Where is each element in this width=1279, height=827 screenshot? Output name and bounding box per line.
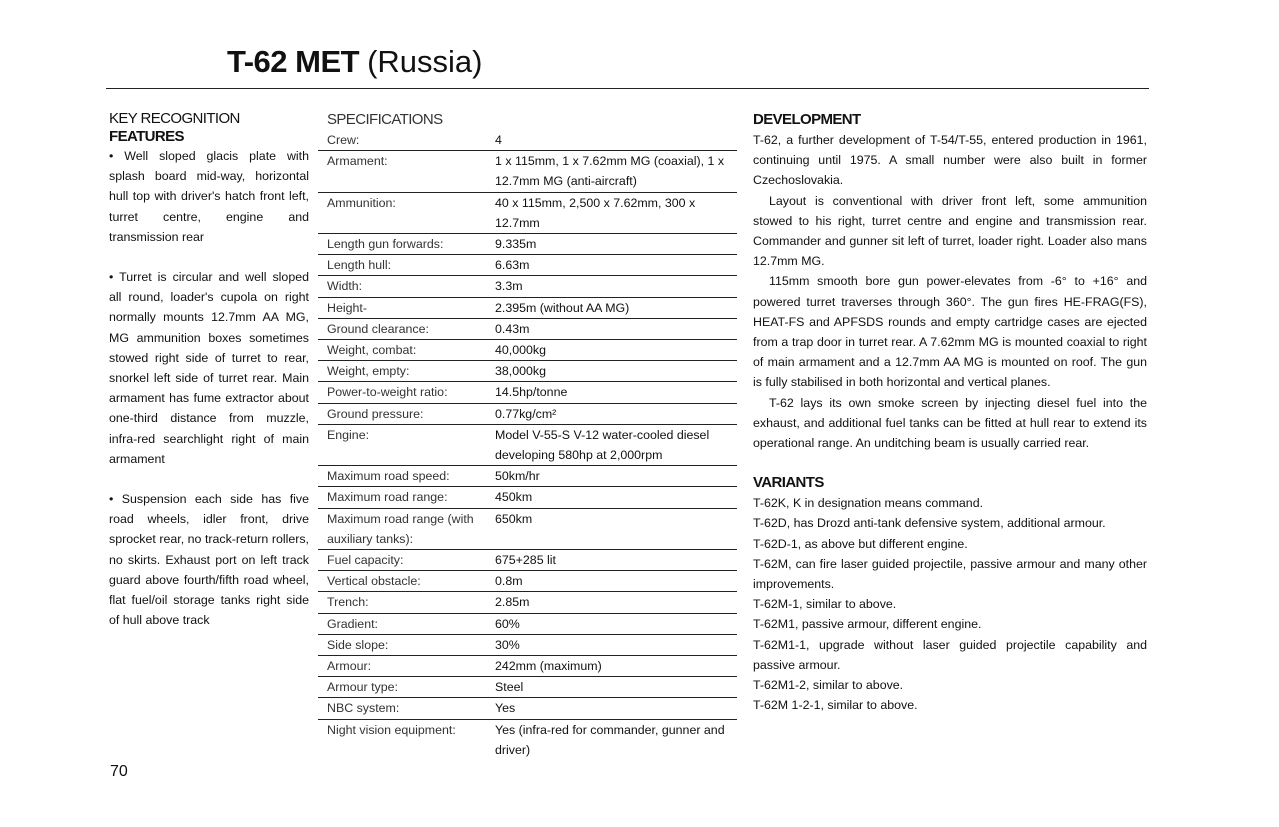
spec-value: 2.395m (without AA MG) — [495, 300, 630, 315]
spec-row — [318, 340, 737, 361]
vehicle-country: (Russia) — [367, 44, 483, 79]
spec-label: Height- — [327, 300, 367, 315]
spec-row — [318, 550, 737, 571]
variant-item: T-62M 1-2-1, similar to above. — [753, 698, 918, 713]
spec-value: 3.3m — [495, 279, 523, 294]
spec-row — [318, 425, 737, 466]
spec-label: Armour: — [327, 659, 372, 674]
spec-label: Ground pressure: — [327, 406, 424, 421]
spec-label: NBC system: — [327, 701, 400, 716]
development-paragraph: T-62 lays its own smoke screen by injecting diesel fuel into the exhaust, and additional fuel tanks can be fitted at hull rear to extend its operational range. An unditching beam is usually carried rear. — [753, 395, 1147, 451]
spec-value: 242mm (maximum) — [495, 659, 602, 674]
spec-value: 450km — [495, 490, 533, 505]
spec-row — [318, 698, 737, 719]
variant-item: T-62M1, passive armour, different engine. — [753, 617, 982, 632]
spec-value: 0.77kg/cm² — [495, 406, 557, 421]
spec-row — [318, 130, 737, 151]
spec-value: Yes (infra-red for commander, gunner and driver) — [495, 722, 725, 757]
spec-value: 9.335m — [495, 237, 537, 252]
spec-row — [318, 509, 737, 550]
spec-value: 6.63m — [495, 258, 530, 273]
variant-item: T-62K, K in designation means command. — [753, 496, 984, 511]
spec-label: Maximum road speed: — [327, 469, 450, 484]
spec-row — [318, 361, 737, 382]
spec-label: Length hull: — [327, 258, 392, 273]
spec-label: Trench: — [327, 595, 369, 610]
spec-value: 650km — [495, 511, 533, 526]
variant-item: T-62M1-2, similar to above. — [753, 678, 904, 693]
spec-row — [318, 677, 737, 698]
spec-label: Weight, empty: — [327, 364, 410, 379]
spec-value: 50km/hr — [495, 469, 540, 484]
spec-value: 1 x 115mm, 1 x 7.62mm MG (coaxial), 1 x 12.7mm MG (anti-aircraft) — [495, 154, 725, 189]
page-number: 70 — [110, 763, 128, 780]
spec-label: Vertical obstacle: — [327, 574, 421, 589]
spec-value: 60% — [495, 616, 520, 631]
spec-row — [318, 720, 737, 760]
spec-row — [318, 404, 737, 425]
spec-value: Yes — [495, 701, 516, 716]
spec-row — [318, 656, 737, 677]
spec-row — [318, 487, 737, 508]
spec-value: 40 x 115mm, 2,500 x 7.62mm, 300 x 12.7mm — [495, 195, 696, 230]
spec-row — [318, 592, 737, 613]
spec-value: 30% — [495, 637, 520, 652]
spec-row — [318, 151, 737, 192]
spec-value: 4 — [495, 133, 502, 147]
spec-label: Armament: — [327, 154, 388, 169]
spec-value: 0.8m — [495, 574, 523, 589]
spec-row — [318, 319, 737, 340]
spec-row — [318, 276, 737, 297]
page-title — [227, 44, 483, 80]
development-paragraph: T-62, a further development of T-54/T-55, entered production in 1961, continuing until 1975. A small number were also built in former Czechoslovakia. — [753, 133, 1147, 188]
key-recognition-features — [109, 110, 309, 630]
title-rule — [106, 88, 1149, 89]
vehicle-model: T-62 MET — [227, 44, 360, 79]
spec-row — [318, 466, 737, 487]
spec-label: Weight, combat: — [327, 343, 417, 358]
spec-label: Crew: — [327, 133, 360, 147]
spec-row — [318, 193, 737, 234]
spec-value: Steel — [495, 680, 524, 695]
spec-row — [318, 255, 737, 276]
spec-label: Ground clearance: — [327, 321, 429, 336]
spec-value: 2.85m — [495, 595, 530, 610]
spec-value: 0.43m — [495, 321, 530, 336]
spec-value: Model V-55-S V-12 water-cooled diesel developing 580hp at 2,000rpm — [495, 427, 710, 463]
spec-row — [318, 614, 737, 635]
spec-label: Maximum road range: — [327, 490, 448, 505]
spec-label: Night vision equipment: — [327, 722, 456, 737]
spec-label: Width: — [327, 279, 363, 294]
development-heading: DEVELOPMENT — [753, 111, 861, 128]
spec-label: Power-to-weight ratio: — [327, 385, 448, 400]
spec-label: Fuel capacity: — [327, 553, 404, 568]
variant-item: T-62M-1, similar to above. — [753, 597, 897, 612]
spec-row — [318, 234, 737, 255]
spec-label: Maximum road range (with auxiliary tanks): — [327, 511, 474, 546]
spec-value: 40,000kg — [495, 343, 546, 358]
development-section — [753, 110, 1147, 715]
feature-item: • Turret is circular and well sloped all round, loader's cupola on right normally mounts 12.7mm AA MG, MG ammunition boxes sometimes stowed right side of turret to rear, snorkel left side of turret rear. Main armament has fume extractor about one-third distance from muzzle, infra-red searchlight right of main armament — [109, 270, 309, 466]
variant-item: T-62M1-1, upgrade without laser guided projectile capability and passive armour. — [753, 637, 1147, 672]
spec-label: Ammunition: — [327, 195, 396, 210]
spec-label: Engine: — [327, 427, 370, 442]
variants-list — [753, 493, 1147, 715]
spec-row — [318, 571, 737, 592]
feature-item: • Well sloped glacis plate with splash board mid-way, horizontal hull top with driver's hatch front left, turret centre, engine and transmission rear — [109, 149, 309, 244]
spec-row — [318, 298, 737, 319]
spec-label: Armour type: — [327, 680, 398, 695]
development-paragraph: 115mm smooth bore gun power-elevates from -6° to +16° and powered turret traverses through 360°. The gun fires HE-FRAG(FS), HEAT-FS and APFSDS rounds and empty cartridge cases are ejected from a trap door in turret rear. A 7.62mm MG is mounted coaxial to right of main armament and a 12.7mm AA MG is mounted on roof. The gun is fully stabilised in both horizontal and vertical planes. — [753, 274, 1147, 390]
spec-label: Side slope: — [327, 637, 389, 652]
development-paragraph: Layout is conventional with driver front left, some ammunition stowed to his right, turret centre and engine and transmission rear. Commander and gunner sit left of turret, loader right. Loader also mans 12.7mm MG. — [753, 193, 1147, 269]
spec-value: 14.5hp/tonne — [495, 385, 568, 400]
spec-value: 38,000kg — [495, 364, 546, 379]
variant-item: T-62M, can fire laser guided projectile, passive armour and many other improvements. — [753, 556, 1147, 592]
variants-heading: VARIANTS — [753, 474, 824, 492]
variant-item: T-62D, has Drozd anti-tank defensive system, additional armour. — [753, 516, 1106, 531]
specifications-heading: SPECIFICATIONS — [327, 111, 443, 128]
spec-row — [318, 635, 737, 656]
spec-value: 675+285 lit — [495, 553, 556, 568]
variant-item: T-62D-1, as above but different engine. — [753, 536, 968, 551]
spec-label: Gradient: — [327, 616, 378, 631]
features-heading: KEY RECOGNITION FEATURES — [109, 110, 240, 145]
spec-label: Length gun forwards: — [327, 237, 444, 252]
feature-item: • Suspension each side has five road wheels, idler front, drive sprocket rear, no track-return rollers, no skirts. Exhaust port on left track guard above fourth/fifth road wheel, flat fuel/oil storage tanks right side of hull above track — [109, 492, 309, 628]
specifications-table — [318, 110, 737, 760]
spec-row — [318, 382, 737, 403]
